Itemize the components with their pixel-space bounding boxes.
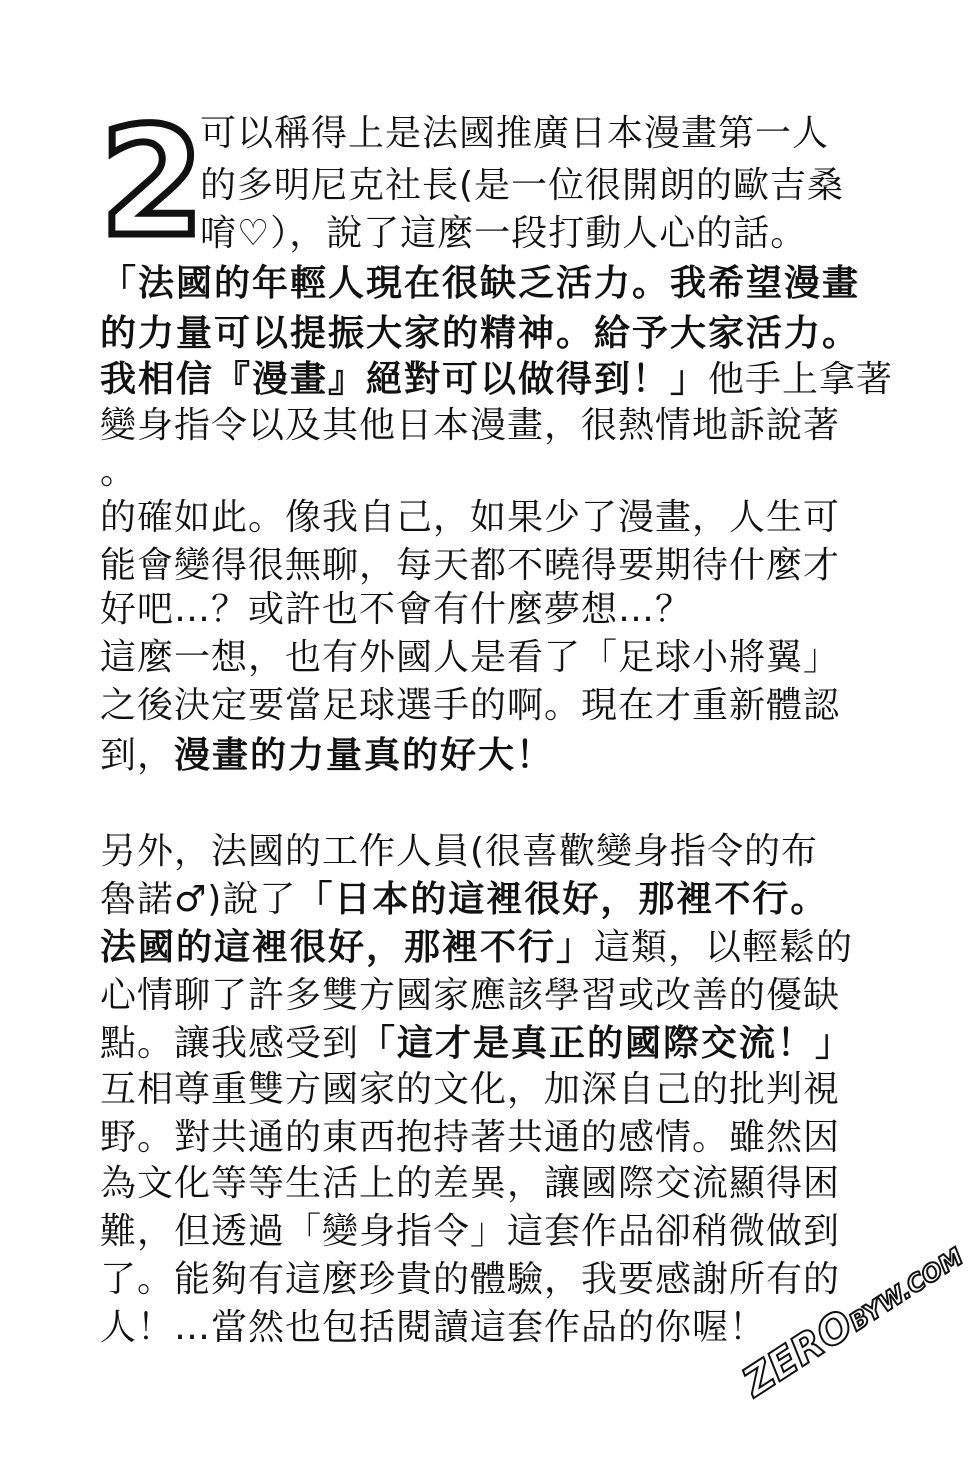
text-line [100, 878, 828, 922]
watermark-suffix: BYW.COM [844, 1242, 969, 1337]
text-line [100, 1210, 840, 1254]
body-text-segment: 互相尊重雙方國家的文化，加深自己的批判視 [100, 1069, 841, 1110]
text-line [100, 684, 840, 728]
body-text-segment: 的多明尼克社長(是一位很開朗的歐吉桑 [200, 165, 845, 206]
body-text-segment: 另外，法國的工作人員(很喜歡變身指令的布 [100, 831, 819, 872]
text-line [100, 450, 137, 494]
text-line [100, 734, 554, 778]
text-line [100, 1116, 840, 1160]
emphasis-text: 「這才是真正的國際交流！」 [359, 1023, 854, 1064]
body-text-segment: 了。能夠有這麼珍貴的體驗，我要感謝所有的 [100, 1259, 841, 1300]
body-text-segment: 的確如此。像我自己，如果少了漫畫，人生可 [100, 497, 841, 538]
text-line [100, 830, 818, 874]
emphasis-text: 「法國的年輕人現在很缺乏活力。我希望漫畫 [100, 263, 861, 304]
body-text-segment: 人！…當然也包括閱讀這套作品的你喔！ [100, 1307, 767, 1348]
text-line [100, 358, 893, 402]
watermark-main: ZERO [734, 1301, 862, 1406]
text-line [200, 164, 844, 208]
body-text-segment: 心情聊了許多雙方國家應該學習或改善的優缺 [100, 975, 841, 1016]
emphasis-text: 漫畫的力量真的好大！ [174, 735, 555, 776]
body-text-segment: 魯諾♂)說了 [100, 879, 297, 920]
text-line [100, 926, 853, 970]
body-text-segment: 到， [100, 735, 175, 776]
emphasis-text: 「日本的這裡很好，那裡不行。 [296, 879, 829, 920]
text-line [100, 588, 692, 632]
body-text-segment: 變身指令以及其他日本漫畫，很熱情地訴說著 [100, 405, 841, 446]
text-line [100, 496, 840, 540]
text-line [200, 212, 807, 256]
text-line [100, 974, 840, 1018]
body-text-segment: 可以稱得上是法國推廣日本漫畫第一人 [200, 113, 830, 154]
body-text-segment: 。 [100, 451, 138, 492]
body-text-segment: 點。讓我感受到 [100, 1023, 360, 1064]
body-text-segment: 之後決定要當足球選手的啊。現在才重新體認 [100, 685, 841, 726]
text-line [100, 404, 840, 448]
text-line [100, 262, 860, 306]
body-text-segment: 能會變得很無聊，每天都不曉得要期待什麼才 [100, 545, 841, 586]
body-text-segment: 他手上拿著 [708, 359, 894, 400]
text-line [100, 544, 840, 588]
text-line [100, 1258, 840, 1302]
text-line [100, 1162, 840, 1206]
emphasis-text: 的力量可以提振大家的精神。給予大家活力。 [100, 313, 861, 354]
text-line [100, 1068, 840, 1112]
body-text-segment: 這類，以輕鬆的 [594, 927, 854, 968]
body-text-segment: 好吧…？或許也不會有什麼夢想…？ [100, 589, 693, 630]
emphasis-text: 我相信『漫畫』絕對可以做得到！」 [100, 359, 709, 400]
body-text-segment: 唷♡），說了這麼一段打動人心的話。 [200, 213, 808, 254]
body-text-segment: 這麼一想，也有外國人是看了「足球小將翼」 [100, 637, 841, 678]
chapter-number: 2 [100, 96, 205, 270]
text-line [100, 1022, 853, 1066]
text-line [200, 112, 829, 156]
text-line [100, 636, 840, 680]
emphasis-text: 法國的這裡很好，那裡不行」 [100, 927, 595, 968]
body-text-segment: 為文化等等生活上的差異，讓國際交流顯得困 [100, 1163, 841, 1204]
body-text-segment: 難，但透過「變身指令」這套作品卻稍微做到 [100, 1211, 841, 1252]
text-line [100, 312, 860, 356]
text-line [100, 1306, 766, 1350]
body-text-segment: 野。對共通的東西抱持著共通的感情。雖然因 [100, 1117, 841, 1158]
